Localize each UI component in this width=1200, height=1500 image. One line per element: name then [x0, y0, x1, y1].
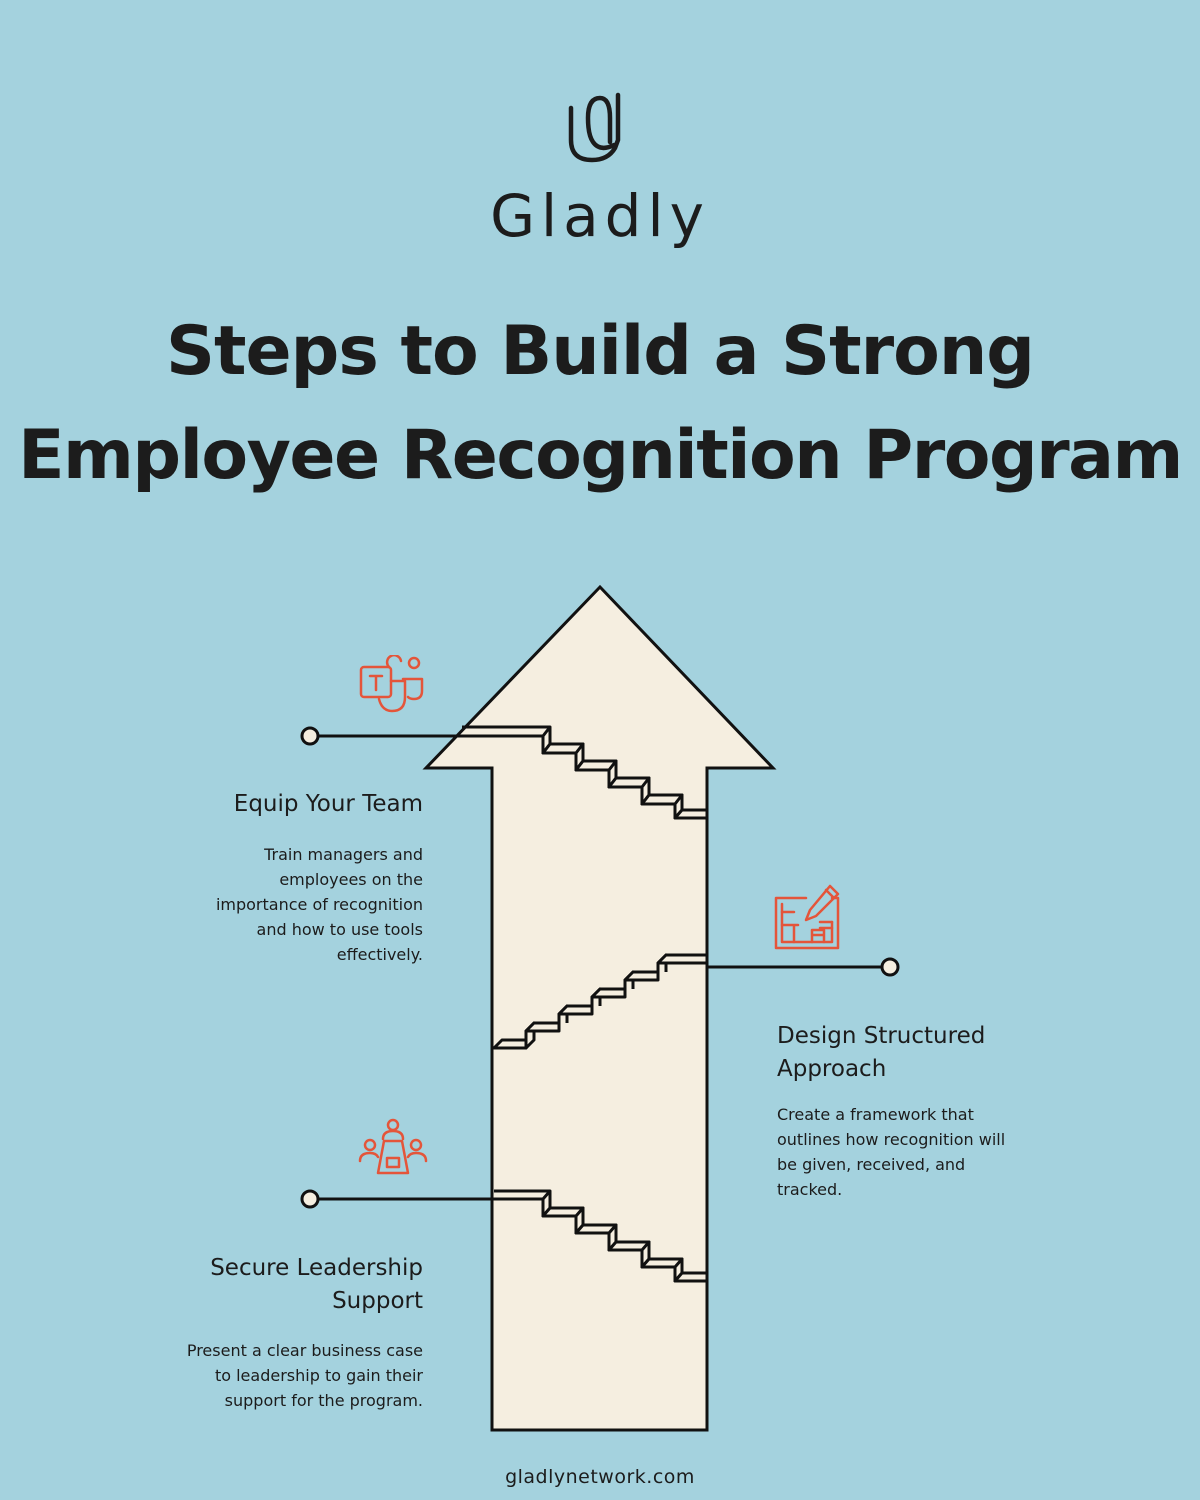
step-2-description-line: outlines how recognition will — [777, 1130, 1006, 1149]
upward-arrow — [426, 587, 773, 1430]
step-3-description — [103, 1338, 423, 1413]
teams-chat-icon — [358, 655, 430, 717]
step-2-description-line: tracked. — [777, 1180, 843, 1199]
step-1-description-line: employees on the — [279, 870, 423, 889]
step-2-title — [777, 1020, 1077, 1086]
step-3-title-line: Support — [332, 1288, 423, 1314]
step-3-title-line: Secure Leadership — [210, 1255, 423, 1281]
page-title-line-2: Employee Recognition Program — [18, 416, 1182, 495]
page-title-line-1: Steps to Build a Strong — [166, 312, 1034, 391]
blueprint-pencil-icon — [772, 882, 844, 954]
step-3-description-line: Present a clear business case — [186, 1341, 423, 1360]
brand-name: Gladly — [490, 182, 710, 250]
step-1-description-line: importance of recognition — [215, 895, 423, 914]
step-2-title-line: Design Structured — [777, 1023, 986, 1049]
step-3-title — [123, 1252, 423, 1318]
step-1-description-line: and how to use tools — [256, 920, 423, 939]
step-1-description-line: effectively. — [336, 945, 423, 964]
meeting-table-icon — [358, 1117, 428, 1179]
step-1-connector-dot — [302, 728, 318, 744]
step-2-title-line: Approach — [777, 1056, 887, 1082]
step-3-connector-dot — [302, 1191, 318, 1207]
step-2-description-line: be given, received, and — [777, 1155, 966, 1174]
step-1-description-line: Train managers and — [264, 845, 423, 864]
step-2-description-line: Create a framework that — [777, 1105, 974, 1124]
step-1-description — [140, 842, 423, 967]
step-3-description-line: support for the program. — [224, 1391, 423, 1410]
step-2-description — [777, 1102, 1077, 1202]
footer-website: gladlynetwork.com — [505, 1466, 695, 1488]
step-1-title: Equip Your Team — [233, 791, 423, 817]
step-2-connector-dot — [882, 959, 898, 975]
step-3-description-line: to leadership to gain their — [214, 1366, 423, 1385]
